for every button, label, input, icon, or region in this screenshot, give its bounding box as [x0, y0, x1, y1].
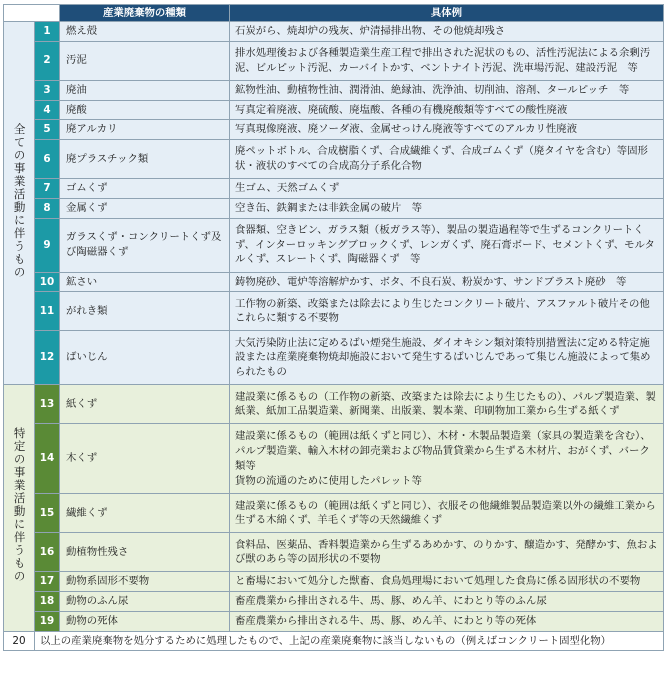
row-number: 14 — [35, 424, 60, 494]
table-row — [4, 272, 664, 292]
waste-example: 空き缶、鉄鋼または非鉄金属の破片 等 — [230, 198, 664, 218]
waste-table-container — [3, 4, 663, 651]
waste-example: 食料品、医薬品、香料製造業から生ずるあめかす、のりかす、醸造かす、発酵かす、魚および獣のあら等の固形状の不要物 — [230, 533, 664, 572]
table-row — [4, 292, 664, 331]
waste-type: 動物の死体 — [60, 611, 230, 631]
waste-type: 木くず — [60, 424, 230, 494]
group-label-cell — [4, 22, 35, 385]
waste-type: 金属くず — [60, 198, 230, 218]
footer-text: 以上の産業廃棄物を処分するために処理したもので、上記の産業廃棄物に該当しないもの（例えばコンクリート固型化物） — [35, 631, 664, 651]
table-row — [4, 572, 664, 592]
waste-example: 畜産農業から排出される牛、馬、豚、めん羊、にわとり等のふん尿 — [230, 592, 664, 612]
table-row — [4, 331, 664, 385]
waste-type: 繊維くず — [60, 494, 230, 533]
header-corner — [4, 5, 60, 22]
group-label-cell — [4, 385, 35, 631]
waste-example: 写真定着廃液、廃硫酸、廃塩酸、各種の有機廃酸類等すべての酸性廃液 — [230, 100, 664, 120]
table-row — [4, 80, 664, 100]
header-type: 産業廃棄物の種類 — [60, 5, 230, 22]
table-row — [4, 41, 664, 80]
row-number: 3 — [35, 80, 60, 100]
waste-type: 動植物性残さ — [60, 533, 230, 572]
waste-example: 食器類、空きビン、ガラス類（板ガラス等）、製品の製造過程等で生ずるコンクリートくず、インターロッキングブロックくず、レンガくず、廃石膏ボード、セメントくず、モルタルくず、スレートくず、陶磁器くず 等 — [230, 218, 664, 272]
row-number: 1 — [35, 22, 60, 42]
waste-example: 工作物の新築、改築または除去により生じたコンクリート破片、アスファルト破片その他これらに類する不要物 — [230, 292, 664, 331]
waste-type: 廃アルカリ — [60, 120, 230, 140]
waste-example — [230, 424, 664, 494]
table-row — [4, 100, 664, 120]
row-number: 10 — [35, 272, 60, 292]
waste-type: 動物系固形不要物 — [60, 572, 230, 592]
row-number: 12 — [35, 331, 60, 385]
waste-example-line: 建設業に係るもの（範囲は紙くずと同じ）、木材・木製品製造業（家具の製造業を含む）、パルプ製造業、輸入木材の卸売業および物品賃貸業から生ずる木材片、おがくず、バーク類等 — [235, 430, 651, 472]
group-label: 全ての事業活動に伴うもの — [12, 122, 27, 279]
table-row — [4, 179, 664, 199]
waste-example: と畜場において処分した獣畜、食鳥処理場において処理した食鳥に係る固形状の不要物 — [230, 572, 664, 592]
waste-example: 鋳物廃砂、電炉等溶解炉かす、ボタ、不良石炭、粉炭かす、サンドブラスト廃砂 等 — [230, 272, 664, 292]
footer-row — [4, 631, 664, 651]
row-number: 15 — [35, 494, 60, 533]
row-number: 13 — [35, 385, 60, 424]
row-number: 9 — [35, 218, 60, 272]
row-number: 18 — [35, 592, 60, 612]
group-label: 特定の事業活動に伴うもの — [12, 427, 27, 584]
waste-type: 廃酸 — [60, 100, 230, 120]
table-row — [4, 22, 664, 42]
industrial-waste-table — [3, 4, 664, 651]
row-number: 8 — [35, 198, 60, 218]
waste-example: 廃ペットボトル、合成樹脂くず、合成繊維くず、合成ゴムくず（廃タイヤを含む）等固形状・液状のすべての合成高分子系化合物 — [230, 140, 664, 179]
row-number: 20 — [4, 631, 35, 651]
waste-example: 建設業に係るもの（範囲は紙くずと同じ）、衣服その他繊維製品製造業以外の繊維工業から生ずる木綿くず、羊毛くず等の天然繊維くず — [230, 494, 664, 533]
row-number: 17 — [35, 572, 60, 592]
table-row — [4, 592, 664, 612]
table-row — [4, 424, 664, 494]
waste-type: 汚泥 — [60, 41, 230, 80]
waste-example: 写真現像廃液、廃ソーダ液、金属せっけん廃液等すべてのアルカリ性廃液 — [230, 120, 664, 140]
row-number: 5 — [35, 120, 60, 140]
waste-example: 畜産農業から排出される牛、馬、豚、めん羊、にわとり等の死体 — [230, 611, 664, 631]
table-row — [4, 198, 664, 218]
table-row — [4, 140, 664, 179]
waste-type: ばいじん — [60, 331, 230, 385]
waste-example: 大気汚染防止法に定めるばい煙発生施設、ダイオキシン類対策特別措置法に定める特定施設または産業廃棄物焼却施設において発生するばいじんであって集じん施設によって集められたもの — [230, 331, 664, 385]
waste-example: 石炭がら、焼却炉の残灰、炉清掃排出物、その他焼却残さ — [230, 22, 664, 42]
table-row — [4, 533, 664, 572]
row-number: 6 — [35, 140, 60, 179]
waste-type: ゴムくず — [60, 179, 230, 199]
waste-example: 排水処理後および各種製造業生産工程で排出された泥状のもの、活性汚泥法による余剰汚泥、ビルピット汚泥、カーバイトかす、ベントナイト汚泥、洗車場汚泥、建設汚泥 等 — [230, 41, 664, 80]
table-row — [4, 120, 664, 140]
waste-example: 生ゴム、天然ゴムくず — [230, 179, 664, 199]
waste-type: 動物のふん尿 — [60, 592, 230, 612]
waste-example: 建設業に係るもの（工作物の新築、改築または除去により生じたもの）、パルプ製造業、製紙業、紙加工品製造業、新聞業、出版業、製本業、印刷物加工業から生ずる紙くず — [230, 385, 664, 424]
row-number: 11 — [35, 292, 60, 331]
table-row — [4, 611, 664, 631]
waste-type: 紙くず — [60, 385, 230, 424]
row-number: 2 — [35, 41, 60, 80]
waste-type: 廃油 — [60, 80, 230, 100]
waste-example-line: 貨物の流通のために使用したパレット等 — [235, 474, 422, 487]
waste-type: 鉱さい — [60, 272, 230, 292]
table-row — [4, 218, 664, 272]
row-number: 7 — [35, 179, 60, 199]
row-number: 16 — [35, 533, 60, 572]
waste-example: 鉱物性油、動植物性油、潤滑油、絶縁油、洗浄油、切削油、溶剤、タールピッチ 等 — [230, 80, 664, 100]
waste-type: がれき類 — [60, 292, 230, 331]
row-number: 19 — [35, 611, 60, 631]
header-row — [4, 5, 664, 22]
header-example: 具体例 — [230, 5, 664, 22]
waste-type: 廃プラスチック類 — [60, 140, 230, 179]
table-row — [4, 385, 664, 424]
table-body — [4, 22, 664, 651]
table-row — [4, 494, 664, 533]
row-number: 4 — [35, 100, 60, 120]
waste-type: 燃え殻 — [60, 22, 230, 42]
waste-type: ガラスくず・コンクリートくず及び陶磁器くず — [60, 218, 230, 272]
